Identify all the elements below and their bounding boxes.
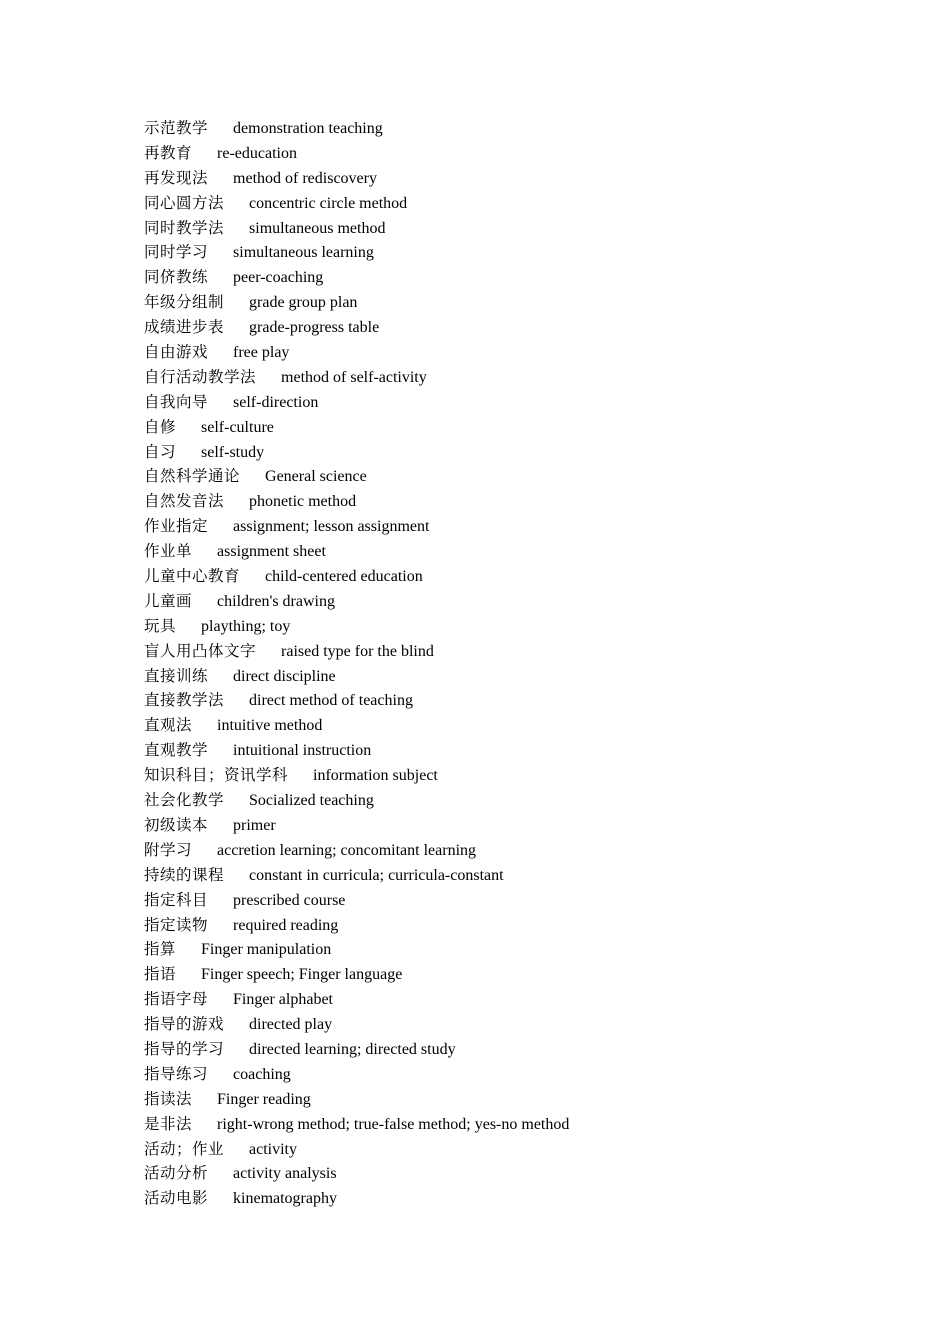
glossary-entry bbox=[144, 838, 569, 863]
term-chinese: 同时教学法 bbox=[144, 218, 225, 237]
term-english: demonstration teaching bbox=[233, 120, 383, 137]
term-english: accretion learning; concomitant learning bbox=[217, 841, 477, 859]
glossary-entry bbox=[144, 664, 569, 689]
term-chinese: 成绩进步表 bbox=[144, 318, 225, 337]
term-chinese: 儿童画 bbox=[144, 591, 193, 610]
glossary-entry bbox=[144, 514, 569, 539]
term-chinese: 同时学习 bbox=[144, 243, 209, 262]
glossary-entry bbox=[144, 614, 569, 639]
term-chinese: 同心圆方法 bbox=[144, 193, 225, 212]
glossary-entry bbox=[144, 464, 569, 489]
glossary-entry bbox=[144, 937, 569, 962]
term-chinese: 附学习 bbox=[144, 840, 193, 859]
term-english: constant in curricula; curricula-constant bbox=[249, 866, 504, 884]
term-chinese: 自然科学通论 bbox=[144, 467, 241, 486]
term-english: intuitive method bbox=[217, 717, 323, 735]
term-chinese: 指读法 bbox=[144, 1089, 193, 1108]
glossary-entry bbox=[144, 191, 569, 216]
glossary-entry bbox=[144, 688, 569, 713]
term-chinese: 指语字母 bbox=[144, 990, 209, 1009]
term-english: Finger manipulation bbox=[201, 941, 332, 959]
term-english: raised type for the blind bbox=[281, 642, 434, 660]
term-chinese: 活动分析 bbox=[144, 1164, 209, 1183]
glossary-entry bbox=[144, 1161, 569, 1186]
glossary-entry bbox=[144, 987, 569, 1012]
term-english: assignment; lesson assignment bbox=[233, 518, 430, 536]
term-english: concentric circle method bbox=[249, 194, 408, 212]
glossary-entry bbox=[144, 440, 569, 465]
term-english: self-culture bbox=[201, 418, 274, 436]
term-chinese: 指算 bbox=[144, 940, 177, 959]
term-chinese: 自然发音法 bbox=[144, 492, 225, 511]
glossary-entry bbox=[144, 489, 569, 514]
term-chinese: 自行活动教学法 bbox=[144, 367, 257, 386]
term-chinese: 直观法 bbox=[144, 716, 193, 735]
term-chinese: 社会化教学 bbox=[144, 791, 225, 810]
term-chinese: 自习 bbox=[144, 442, 177, 461]
term-chinese: 作业单 bbox=[144, 542, 193, 561]
term-english: grade group plan bbox=[249, 294, 358, 312]
term-english: grade-progress table bbox=[249, 319, 380, 337]
term-chinese: 自我向导 bbox=[144, 392, 209, 411]
glossary-entry bbox=[144, 913, 569, 938]
glossary-entry bbox=[144, 1012, 569, 1037]
term-chinese: 初级读本 bbox=[144, 815, 209, 834]
term-english: method of self-activity bbox=[281, 368, 427, 386]
glossary-entry bbox=[144, 738, 569, 763]
term-english: Finger reading bbox=[217, 1090, 311, 1108]
term-english: direct method of teaching bbox=[249, 692, 413, 710]
glossary-entry bbox=[144, 813, 569, 838]
term-chinese: 直接教学法 bbox=[144, 691, 225, 710]
term-english: General science bbox=[265, 468, 367, 486]
glossary-entry bbox=[144, 290, 569, 315]
glossary-entry bbox=[144, 539, 569, 564]
term-english: simultaneous learning bbox=[233, 244, 374, 262]
glossary-list bbox=[144, 116, 569, 1211]
term-chinese: 玩具 bbox=[144, 616, 177, 635]
term-english: child-centered education bbox=[265, 568, 423, 586]
term-english: coaching bbox=[233, 1065, 291, 1083]
term-english: Socialized teaching bbox=[249, 792, 374, 810]
glossary-entry bbox=[144, 365, 569, 390]
term-english: intuitional instruction bbox=[233, 742, 372, 760]
term-chinese: 盲人用凸体文字 bbox=[144, 641, 257, 660]
glossary-entry bbox=[144, 763, 569, 788]
term-english: direct discipline bbox=[233, 667, 336, 685]
term-chinese: 知识科目；资讯学科 bbox=[144, 766, 289, 785]
glossary-entry bbox=[144, 116, 569, 141]
term-chinese: 作业指定 bbox=[144, 517, 209, 536]
term-english: right-wrong method; true-false method; yes-no method bbox=[217, 1115, 570, 1133]
term-chinese: 是非法 bbox=[144, 1114, 193, 1133]
term-chinese: 指定读物 bbox=[144, 915, 209, 934]
term-chinese: 指导的学习 bbox=[144, 1039, 225, 1058]
glossary-entry bbox=[144, 1186, 569, 1211]
glossary-entry bbox=[144, 589, 569, 614]
term-chinese: 指语 bbox=[144, 965, 177, 984]
glossary-entry bbox=[144, 863, 569, 888]
term-english: assignment sheet bbox=[217, 543, 326, 561]
glossary-entry bbox=[144, 1037, 569, 1062]
term-chinese: 同侪教练 bbox=[144, 268, 209, 287]
term-english: simultaneous method bbox=[249, 219, 386, 237]
glossary-entry bbox=[144, 713, 569, 738]
term-chinese: 活动电影 bbox=[144, 1189, 209, 1208]
term-english: re-education bbox=[217, 144, 297, 162]
term-chinese: 指导的游戏 bbox=[144, 1015, 225, 1034]
term-english: information subject bbox=[313, 767, 438, 785]
term-english: plaything; toy bbox=[201, 617, 291, 635]
term-chinese: 再教育 bbox=[144, 143, 193, 162]
term-chinese: 持续的课程 bbox=[144, 865, 225, 884]
glossary-entry bbox=[144, 1112, 569, 1137]
term-english: peer-coaching bbox=[233, 269, 324, 287]
term-english: children's drawing bbox=[217, 592, 335, 610]
term-english: Finger alphabet bbox=[233, 991, 333, 1009]
glossary-entry bbox=[144, 1137, 569, 1162]
term-english: prescribed course bbox=[233, 891, 346, 909]
term-chinese: 指导练习 bbox=[144, 1064, 209, 1083]
term-chinese: 指定科目 bbox=[144, 890, 209, 909]
term-english: kinematography bbox=[233, 1190, 337, 1208]
term-english: self-direction bbox=[233, 393, 319, 411]
term-chinese: 儿童中心教育 bbox=[144, 567, 241, 586]
term-chinese: 年级分组制 bbox=[144, 293, 225, 312]
term-chinese: 自由游戏 bbox=[144, 343, 209, 362]
term-english: Finger speech; Finger language bbox=[201, 966, 403, 984]
glossary-entry bbox=[144, 166, 569, 191]
glossary-entry bbox=[144, 888, 569, 913]
glossary-entry bbox=[144, 1062, 569, 1087]
glossary-entry bbox=[144, 390, 569, 415]
glossary-entry bbox=[144, 415, 569, 440]
term-english: activity analysis bbox=[233, 1165, 337, 1183]
glossary-entry bbox=[144, 265, 569, 290]
term-english: self-study bbox=[201, 443, 265, 461]
glossary-entry bbox=[144, 564, 569, 589]
term-chinese: 再发现法 bbox=[144, 168, 209, 187]
glossary-entry bbox=[144, 788, 569, 813]
term-chinese: 直接训练 bbox=[144, 666, 209, 685]
term-english: phonetic method bbox=[249, 493, 357, 511]
term-chinese: 活动；作业 bbox=[144, 1139, 225, 1158]
glossary-entry bbox=[144, 141, 569, 166]
glossary-entry bbox=[144, 962, 569, 987]
glossary-entry bbox=[144, 315, 569, 340]
term-english: activity bbox=[249, 1140, 297, 1158]
term-english: directed play bbox=[249, 1016, 333, 1034]
glossary-entry bbox=[144, 340, 569, 365]
term-chinese: 示范教学 bbox=[144, 119, 209, 137]
glossary-entry bbox=[144, 216, 569, 241]
term-chinese: 直观教学 bbox=[144, 741, 209, 760]
glossary-entry bbox=[144, 639, 569, 664]
glossary-entry bbox=[144, 1087, 569, 1112]
term-chinese: 自修 bbox=[144, 417, 177, 436]
term-english: required reading bbox=[233, 916, 339, 934]
term-english: directed learning; directed study bbox=[249, 1040, 456, 1058]
term-english: primer bbox=[233, 816, 276, 834]
term-english: free play bbox=[233, 344, 290, 362]
term-english: method of rediscovery bbox=[233, 169, 377, 187]
glossary-entry bbox=[144, 240, 569, 265]
